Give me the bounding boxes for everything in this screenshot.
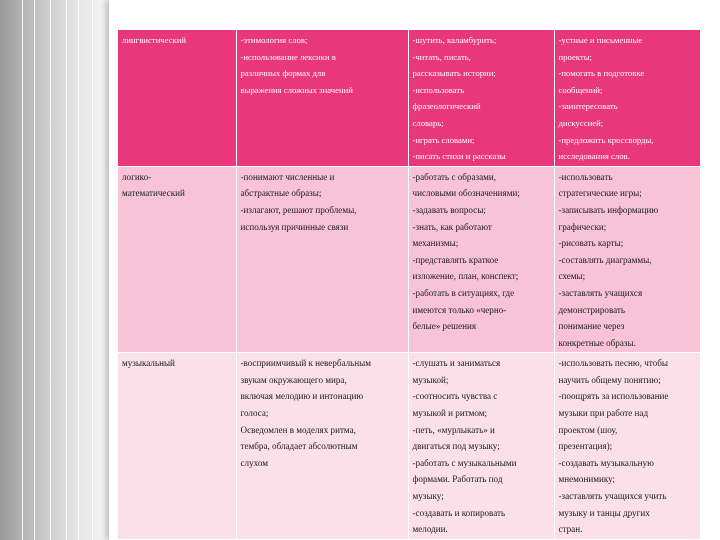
cell-text-line: -рисовать карты; [558,238,624,249]
cell-text-line: слухом [240,457,268,468]
teacher-methods-cell [554,30,700,166]
student-likes-cell [408,353,554,540]
cell-text-line: -использовать [558,171,613,182]
cell-text-line: музыку; [412,491,444,502]
cell-text-line: -помогать в подготовке [558,68,645,79]
table-row [118,166,700,353]
cell-text-line: -восприимчивый к невербальным [240,358,372,369]
cell-text-line: -заинтересовать [558,101,618,112]
cell-text-line: абстрактные образы; [240,188,322,199]
characteristics-cell [236,353,408,540]
cell-text-line: сообщений; [558,84,603,95]
cell-text-line: -поощрять за использование [558,391,669,402]
cell-text-line: -знать, как работают [412,221,492,232]
cell-text-line: формами. Работать под [412,474,503,485]
cell-text-line: стран. [558,524,583,535]
student-likes-cell [408,166,554,353]
cell-text-line: механизмы; [412,238,459,249]
cell-text-line: -играть словами; [412,134,475,145]
cell-text-line: -представлять краткое [412,254,499,265]
cell-text-line: имеются только «черно- [412,304,507,315]
cell-text-line: -устные и письменные [558,35,643,45]
cell-text-line: -работать с музыкальными [412,457,517,468]
cell-text-line: дискуссией; [558,117,604,128]
cell-text-line: -использование лексики в [240,51,336,62]
cell-text-line: -составлять диаграммы, [558,254,652,265]
cell-text-line: проектом (шоу, [558,424,618,435]
cell-text-line: тембра, обладает абсолютным [240,441,358,452]
cell-text-line: -использовать песню, чтобы [558,358,668,369]
table-row [118,353,700,540]
cell-text-line: -создавать музыкальную [558,457,654,468]
cell-text-line: демонстрировать [558,304,626,315]
cell-text-line: графически; [558,221,607,232]
cell-text-line: -понимают численные и [240,171,335,182]
cell-text-line: -записывать информацию [558,204,659,215]
table-row [118,30,700,166]
cell-text-line: исследования слов. [558,151,630,162]
cell-text-line: голоса; [240,408,269,419]
intelligence-type-cell [118,166,236,353]
sidebar-stripe [66,0,67,540]
intelligence-type-cell [118,30,236,166]
cell-text-line: двигаться под музыку; [412,441,500,452]
cell-text-line: музыкальный [122,358,175,369]
cell-text-line: -слушать и заниматься [412,358,501,369]
cell-text-line: мнемонимику; [558,474,616,485]
cell-text-line: рассказывать истории; [412,68,496,79]
cell-text-line: -заставлять учащихся учить [558,491,667,502]
cell-text-line: музыки при работе над [558,408,649,419]
cell-text-line: -заставлять учащихся [558,287,643,298]
cell-text-line: мелодии. [412,524,448,535]
cell-text-line: -соотносить чувства с [412,391,498,402]
cell-text-line: конкретные образы. [558,337,636,348]
sidebar-stripe [78,0,79,540]
cell-text-line: лингвистический [122,35,187,45]
cell-text-line: -читать, писать, [412,51,471,62]
cell-text-line: научить общему понятию; [558,374,661,385]
cell-text-line: включая мелодию и интонацию [240,391,364,402]
cell-text-line: музыкой и ритмом; [412,408,488,419]
cell-text-line: звукам окружающего мира, [240,374,347,385]
cell-text-line: -задавать вопросы; [412,204,486,215]
cell-text-line: различных формах для [240,68,326,79]
teacher-methods-cell [554,353,700,540]
cell-text-line: выражения сложных значений [240,84,353,95]
sidebar-stripe [22,0,23,540]
cell-text-line: Осведомлен в моделях ритма, [240,424,356,435]
characteristics-cell [236,30,408,166]
sidebar-decoration [0,0,110,540]
cell-text-line: музыкой; [412,374,449,385]
cell-text-line: схемы; [558,271,586,282]
cell-text-line: -шутить, каламбурить; [412,35,497,45]
cell-text-line: словарь; [412,117,444,128]
cell-text-line: стратегические игры; [558,188,642,199]
cell-text-line: -предложить кроссворды, [558,134,654,145]
cell-text-line: фразеологический [412,101,481,112]
cell-text-line: проекты; [558,51,592,62]
cell-text-line: музыку и танцы других [558,507,650,518]
sidebar-stripe [92,0,93,540]
sidebar-stripe [50,0,51,540]
cell-text-line: -работать с образами, [412,171,497,182]
teacher-methods-cell [554,166,700,353]
cell-text-line: понимание через [558,321,625,332]
cell-text-line: логико- [122,171,152,182]
cell-text-line: -этимология слов; [240,35,308,45]
intelligence-type-cell [118,353,236,540]
cell-text-line: изложение, план, конспект; [412,271,519,282]
cell-text-line: -работать в ситуациях, где [412,287,515,298]
cell-text-line: белые» решения [412,321,477,332]
cell-text-line: -создавать и копировать [412,507,506,518]
cell-text-line: -излагают, решают проблемы, [240,204,357,215]
cell-text-line: презентация); [558,441,613,452]
cell-text-line: используя причинные связи [240,221,349,232]
cell-text-line: -использовать [412,84,465,95]
sidebar-stripe [34,0,35,540]
cell-text-line: математический [122,188,185,199]
intelligence-types-table [118,30,701,540]
characteristics-cell [236,166,408,353]
cell-text-line: -петь, «мурлыкать» и [412,424,495,435]
cell-text-line: числовыми обозначениями; [412,188,520,199]
student-likes-cell [408,30,554,166]
cell-text-line: -писать стихи и рассказы [412,151,506,162]
